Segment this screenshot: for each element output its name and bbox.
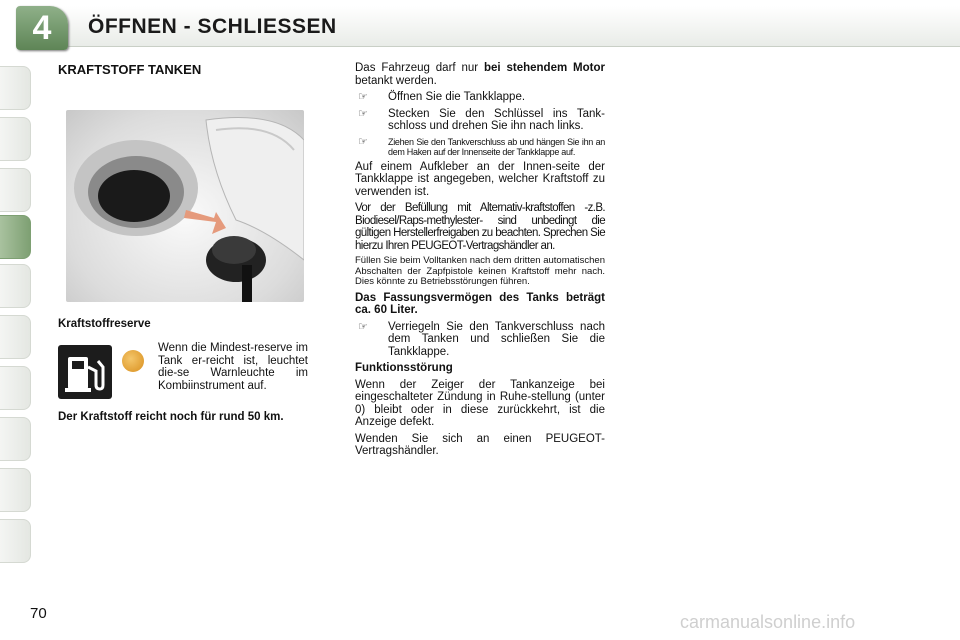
capacity-paragraph — [355, 292, 605, 317]
chapter-tab-10[interactable] — [0, 519, 31, 563]
step-text: Ziehen Sie den Tankverschluss ab und hängen Sie ihn an dem Haken auf der Innenseite der Tankklappe auf. — [388, 136, 605, 157]
right-column — [355, 62, 605, 462]
reserve-text: Wenn die Mindest-reserve im Tank er-reicht ist, leuchtet die-se Warnleuchte im Kombiinstrument auf. — [158, 342, 308, 392]
hand-pointer-icon: ☞ — [358, 135, 368, 148]
chapter-tab-4-active[interactable] — [0, 215, 31, 259]
step-item — [355, 91, 605, 104]
step-text: Stecken Sie den Schlüssel ins Tank-schloss und drehen Sie ihn nach links. — [388, 107, 605, 132]
chapter-tab-8[interactable] — [0, 417, 31, 461]
hand-pointer-icon: ☞ — [358, 91, 368, 103]
fuel-cap-photo — [66, 110, 304, 302]
alt-fuel-paragraph: Vor der Befüllung mit Alternativ-kraftstoffen -z.B. Biodiesel/Raps-methylester- sind unbedingt die gültigen Herstellerfreigaben zu beachten. Sprechen Sie hierzu Ihren PEUGEOT-Vertragshändler an. — [355, 202, 605, 252]
page-number: 70 — [30, 605, 47, 622]
chapter-tab-7[interactable] — [0, 366, 31, 410]
fuel-pump-icon — [58, 345, 112, 399]
section-title: KRAFTSTOFF TANKEN — [58, 62, 202, 77]
malfunction-heading — [355, 362, 605, 375]
malfunction-paragraph: Wenn der Zeiger der Tankanzeige bei eingeschalteter Zündung in Ruhe-stellung (unter 0) bleibt oder in diese zurückkehrt, ist die Anzeige defekt. — [355, 378, 605, 428]
chapter-tab-2[interactable] — [0, 117, 31, 161]
chapter-title: ÖFFNEN - SCHLIESSEN — [88, 15, 337, 38]
step-item — [355, 137, 605, 157]
chapter-tab-1[interactable] — [0, 66, 31, 110]
overfill-paragraph: Füllen Sie beim Volltanken nach dem dritten automatischen Abschalten der Zapfpistole keinen Kraftstoff mehr nach. Dies könnte zu Betriebsstörungen führen. — [355, 255, 605, 287]
contact-paragraph: Wenden Sie sich an einen PEUGEOT-Vertragshändler. — [355, 432, 605, 457]
fuel-cap-illustration — [66, 110, 304, 302]
step-item — [355, 108, 605, 133]
step-text: Öffnen Sie die Tankklappe. — [388, 91, 526, 103]
step-text: Verriegeln Sie den Tankverschluss nach dem Tanken und schließen Sie die Tankklappe. — [388, 320, 605, 358]
left-column — [58, 62, 308, 77]
reserve-range-note: Der Kraftstoff reicht noch für rund 50 km. — [58, 411, 284, 423]
watermark: carmanualsonline.info — [680, 612, 856, 632]
chapter-tab-6[interactable] — [0, 315, 31, 359]
hand-pointer-icon: ☞ — [358, 320, 368, 333]
step-item — [355, 321, 605, 359]
hand-pointer-icon: ☞ — [358, 107, 368, 120]
intro-suffix: betankt werden. — [355, 74, 437, 87]
chapter-tab-3[interactable] — [0, 168, 31, 212]
intro-bold: bei stehendem Motor — [483, 62, 605, 74]
chapter-tab-9[interactable] — [0, 468, 31, 512]
chapter-tab-5[interactable] — [0, 264, 31, 308]
page-header — [0, 0, 960, 50]
intro-paragraph — [355, 62, 605, 87]
capacity-bold: Das Fassungsvermögen des Tanks beträgt ca. 60 Liter. — [355, 291, 605, 316]
chapter-badge: 4 — [16, 6, 68, 50]
sticker-paragraph: Auf einem Aufkleber an der Innen-seite der Tankklappe ist angegeben, welcher Kraftstoff zu verwenden ist. — [355, 160, 605, 198]
warning-lamp-icon — [122, 350, 144, 372]
chapter-tabs — [0, 66, 40, 578]
reserve-heading: Kraftstoffreserve — [58, 318, 151, 330]
malfunction-heading-text: Funktionsstörung — [355, 362, 453, 374]
intro-prefix: Das Fahrzeug darf nur — [355, 62, 484, 74]
